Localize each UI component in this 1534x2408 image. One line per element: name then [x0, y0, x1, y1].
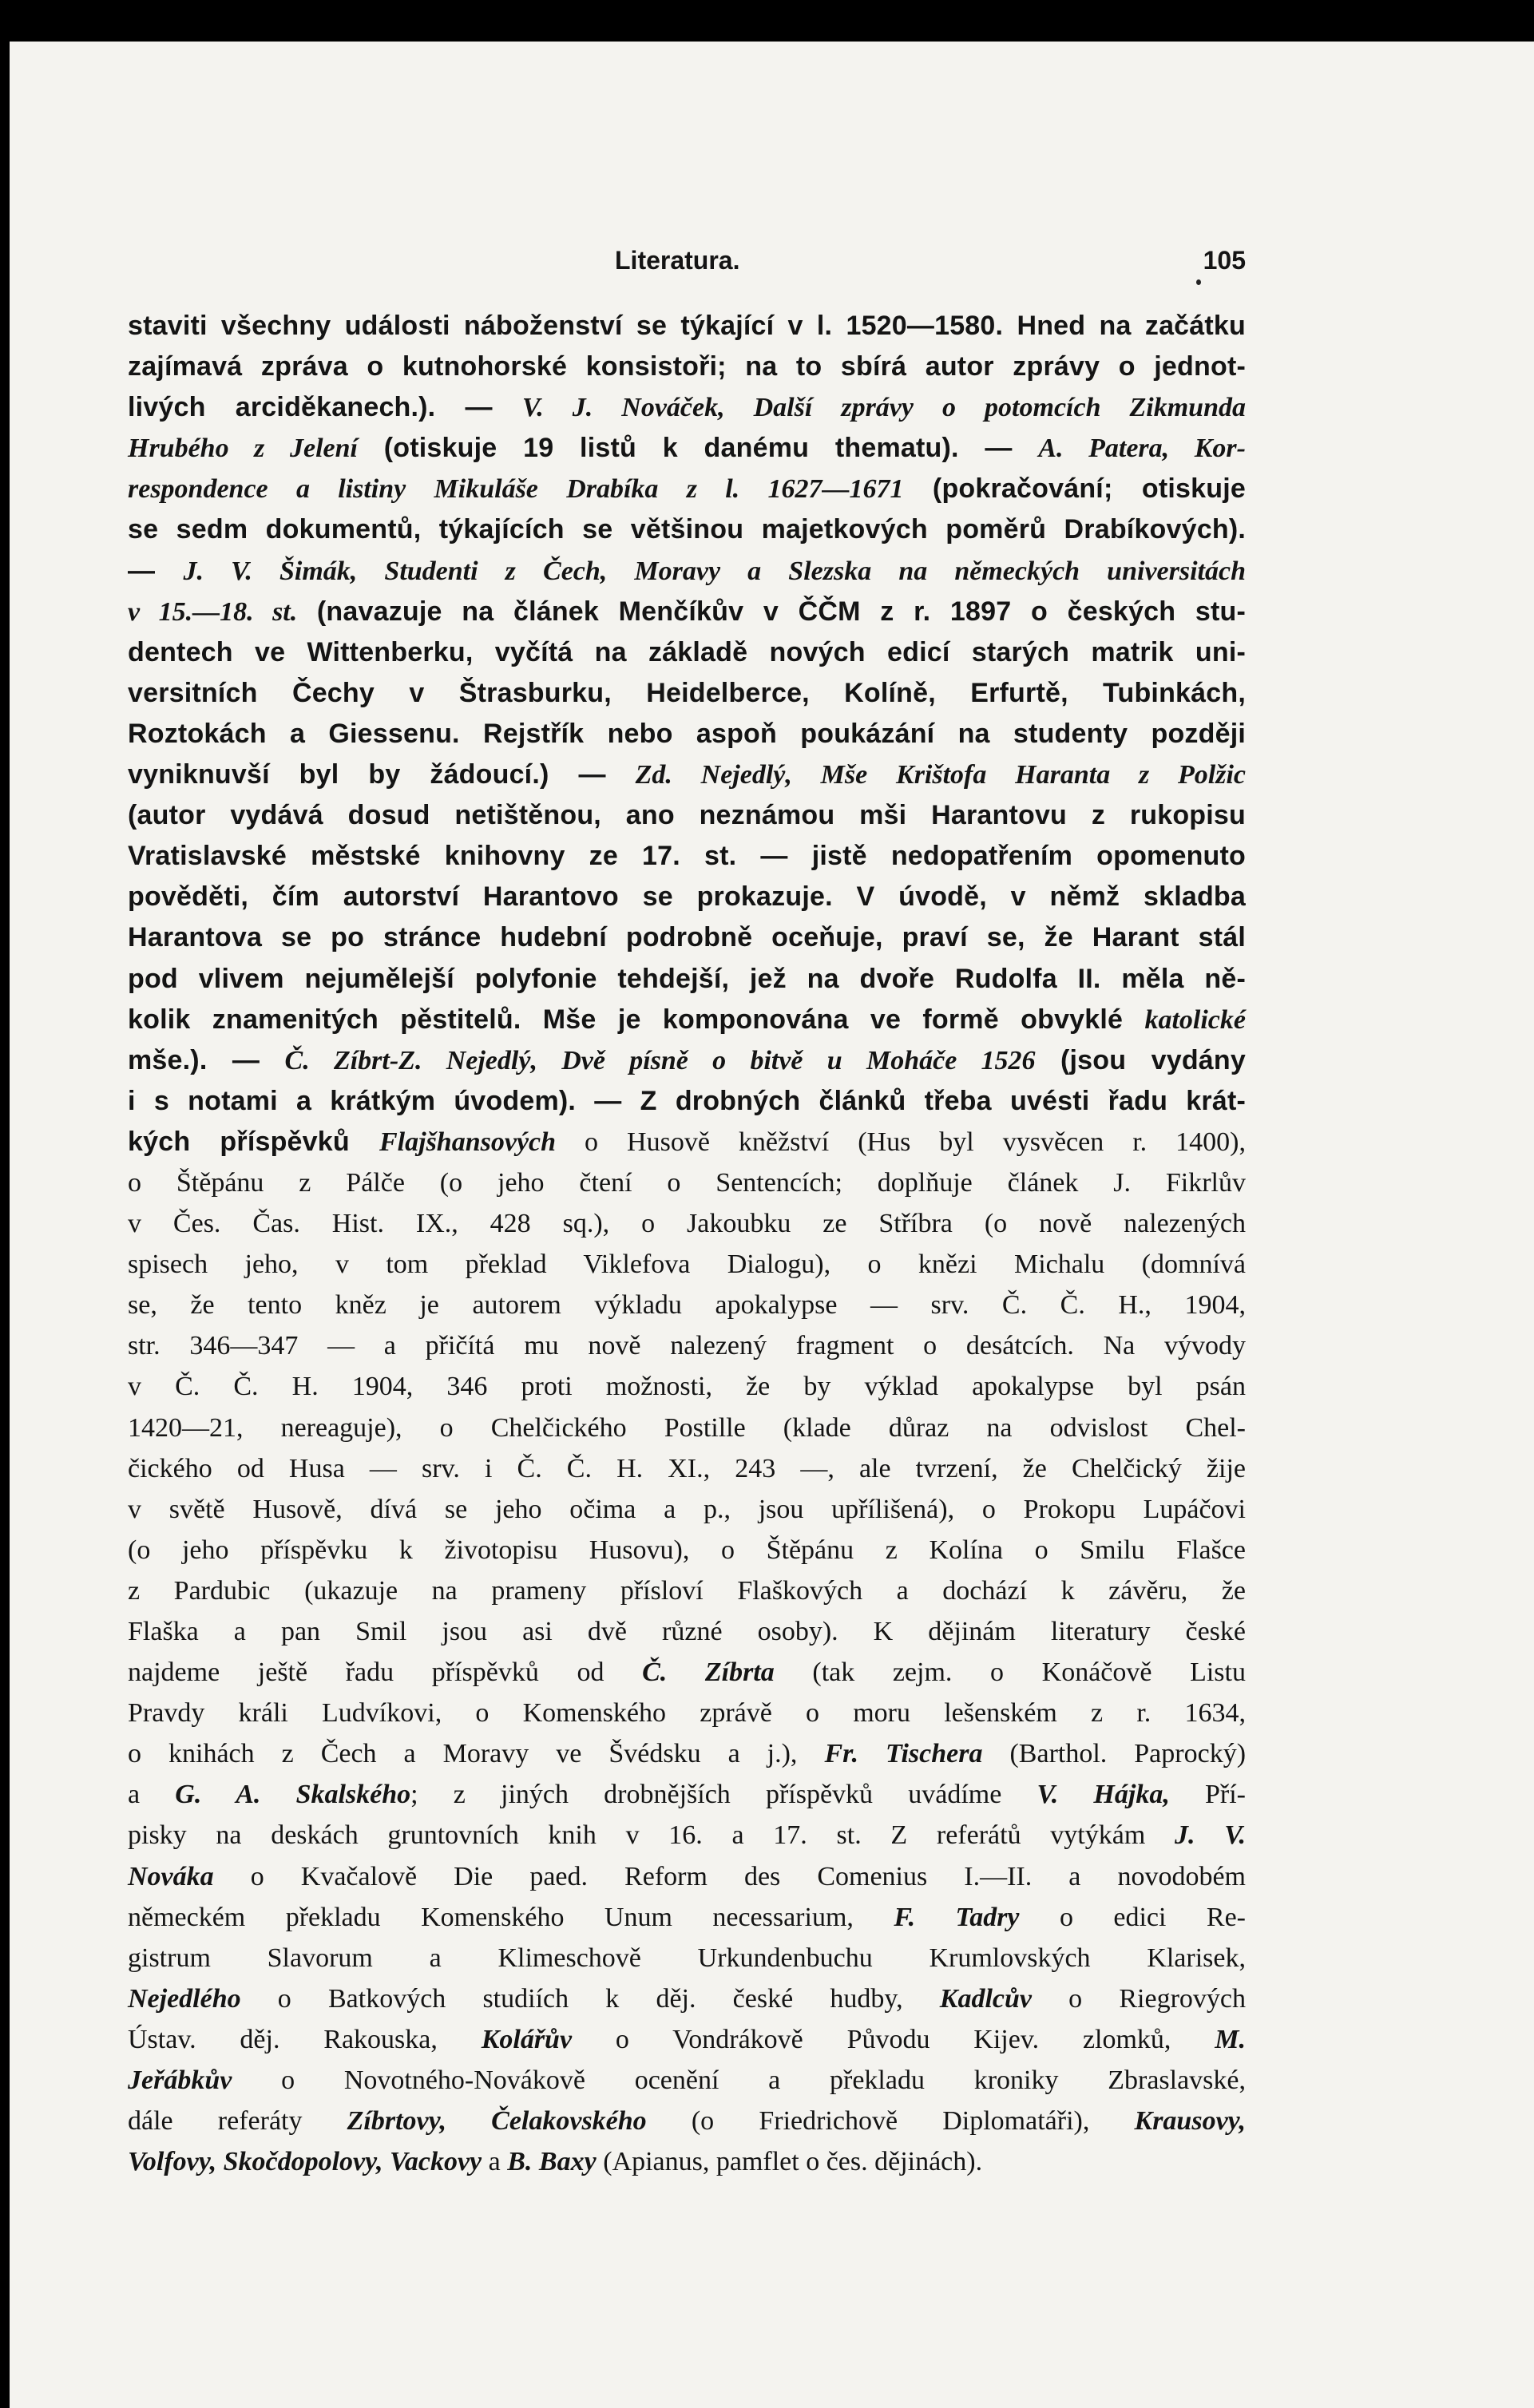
text-line [128, 795, 1246, 836]
text-line [128, 1978, 1246, 2019]
text-line [128, 1611, 1246, 1652]
text-line [128, 877, 1246, 917]
text-line [128, 836, 1246, 877]
text-segment: v Čes. Čas. Hist. IX., 428 sq.), o Jakoubku ze Stříbra (o nově nalezených [128, 1209, 1246, 1239]
text-segment: spisech jeho, v tom překlad Viklefova Dialogu), o knězi Michalu (domnívá [128, 1250, 1246, 1280]
text-segment: a [482, 2147, 508, 2177]
text-segment: o Novotného-Novákově ocenění a překladu kroniky Zbraslavské, [232, 2065, 1246, 2096]
text-segment: se, že tento kněz je autorem výkladu apokalypse — srv. Č. Č. H., 1904, [128, 1290, 1246, 1321]
text-segment: o Kvačalově Die paed. Reform des Comenius I.—II. a novodobém [213, 1861, 1246, 1891]
italic-segment: G. A. Skalského [175, 1780, 411, 1810]
text-line [128, 469, 1246, 509]
italic-segment: respondence a listiny Mikuláše Drabíka z l. 1627—1671 [128, 474, 904, 505]
text-segment: (navazuje na článek Menčíkův v ČČM z r. 1897 o českých stu- [297, 596, 1246, 627]
running-title: Literatura. [615, 246, 740, 275]
text-segment: o Štěpánu z Pálče (o jeho čtení o Sentencích; doplňuje článek J. Fikrlův [128, 1167, 1246, 1198]
text-line [128, 1897, 1246, 1938]
text-segment: Harantova se po stránce hudební podrobně oceňuje, praví se, že Harant stál [128, 922, 1246, 953]
text-segment: čického od Husa — srv. i Č. Č. H. XI., 243 —, ale tvrzení, že Chelčický žije [128, 1453, 1246, 1483]
text-segment: (tak zejm. o Konáčově Listu [774, 1657, 1246, 1688]
text-segment: dentech ve Wittenberku, vyčítá na základě nových edicí starých matrik uni- [128, 636, 1246, 667]
italic-segment: V. J. Nováček, Další zprávy o potomcích Zikmunda [521, 393, 1246, 423]
text-segment: o edici Re- [1019, 1902, 1246, 1932]
italic-segment: J. V. [1175, 1820, 1247, 1851]
italic-segment: J. V. Šimák, Studenti z Čech, Moravy a Slezska na německých universitách [183, 556, 1246, 586]
text-line [128, 1081, 1246, 1122]
text-segment: (Barthol. Paprocký) [982, 1739, 1247, 1769]
text-segment: i s notami a krátkým úvodem). — Z drobných článků třeba uvésti řadu krát- [128, 1085, 1246, 1116]
text-line [128, 1285, 1246, 1325]
italic-segment: katolické [1144, 1004, 1246, 1035]
text-segment: pod vlivem nejumělejší polyfonie tehdejší, jež na dvoře Rudolfa II. měla ně- [128, 963, 1246, 994]
text-line [128, 917, 1246, 958]
text-line [128, 1856, 1246, 1897]
text-segment: o Riegrových [1032, 1983, 1246, 2014]
italic-segment: Hrubého z Jelení [128, 434, 358, 464]
ink-speck [1196, 279, 1201, 285]
text-segment: Pravdy králi Ludvíkovi, o Komenského zprávě o moru lešenském z r. 1634, [128, 1698, 1246, 1729]
text-segment: livých arciděkanech.). — [128, 392, 522, 423]
text-line [128, 959, 1246, 1000]
text-segment: o Husově kněžství (Hus byl vysvěcen r. 1400), [556, 1127, 1246, 1157]
text-line [128, 1000, 1246, 1040]
text-line [128, 1652, 1246, 1693]
text-line [128, 673, 1246, 714]
text-line [128, 1570, 1246, 1611]
text-line [128, 1040, 1246, 1081]
text-segment: (otiskuje 19 listů k danému thematu). — [358, 433, 1039, 464]
text-line [128, 592, 1246, 632]
text-line [128, 1122, 1246, 1162]
italic-segment: Kolářův [481, 2024, 573, 2054]
text-segment: kolik znamenitých pěstitelů. Mše je komponována ve formě obvyklé [128, 1004, 1145, 1035]
text-line [128, 509, 1246, 550]
italic-segment: V. Hájka, [1037, 1780, 1170, 1810]
running-header [615, 246, 1246, 286]
text-line [128, 1938, 1246, 1978]
text-segment: (o Friedrichově Diplomatáři), [646, 2106, 1135, 2137]
text-line [128, 2019, 1246, 2060]
italic-segment: v 15.—18. st. [128, 596, 298, 627]
text-line [128, 2141, 1246, 2182]
text-segment: (jsou vydány [1035, 1044, 1246, 1075]
text-line [128, 387, 1246, 428]
italic-segment: Č. Zíbrta [642, 1657, 775, 1688]
text-line [128, 1489, 1246, 1530]
italic-segment: F. Tadry [894, 1902, 1020, 1932]
italic-segment: Volfovy, Skočdopolovy, Vackovy [128, 2147, 482, 2177]
italic-segment: Fr. Tischera [824, 1739, 983, 1769]
text-segment: a [128, 1780, 176, 1810]
text-segment: versitních Čechy v Štrasburku, Heidelberce, Kolíně, Erfurtě, Tubinkách, [128, 677, 1246, 708]
text-segment: 1420—21, nereaguje), o Chelčického Postille (klade důraz na odvislost Chel- [128, 1412, 1246, 1443]
italic-segment: M. [1215, 2024, 1246, 2054]
text-segment: Flaška a pan Smil jsou asi dvě různé osoby). K dějinám literatury české [128, 1617, 1246, 1646]
italic-segment: B. Baxy [507, 2147, 597, 2177]
text-segment: dále referáty [128, 2106, 347, 2137]
text-segment: o Vondrákově Původu Kijev. zlomků, [572, 2024, 1215, 2054]
text-line [128, 2101, 1246, 2141]
text-segment: Roztokách a Giessenu. Rejstřík nebo aspoň poukázání na studenty později [128, 718, 1246, 749]
text-line [128, 1733, 1246, 1774]
text-line [128, 2060, 1246, 2101]
text-line [128, 1203, 1246, 1244]
text-segment: vyniknuvší byl by žádoucí.) — [128, 759, 636, 790]
text-segment: pisky na deskách gruntovních knih v 16. a 17. st. Z referátů vytýkám [128, 1820, 1175, 1851]
text-segment: gistrum Slavorum a Klimeschově Urkundenbuchu Krumlovských Klarisek, [128, 1943, 1246, 1973]
italic-segment: Zd. Nejedlý, Mše Krištofa Haranta z Polžic [635, 760, 1246, 790]
body-text [128, 306, 1246, 2182]
italic-segment: A. Patera, Kor- [1038, 434, 1246, 464]
italic-segment: Kadlcův [939, 1983, 1033, 2014]
text-segment: v Č. Č. H. 1904, 346 proti možnosti, že by výklad apokalypse byl psán [128, 1372, 1246, 1402]
text-segment: z Pardubic (ukazuje na prameny přísloví Flaškových a dochází k závěru, že [128, 1575, 1246, 1606]
text-line [128, 551, 1246, 592]
text-segment: se sedm dokumentů, týkajících se většinou majetkových poměrů Drabíkových). [128, 514, 1246, 545]
text-segment: (o jeho příspěvku k životopisu Husovu), o Štěpánu z Kolína o Smilu Flašce [128, 1535, 1246, 1565]
text-line [128, 1774, 1246, 1815]
text-segment: staviti všechny události náboženství se týkající v l. 1520—1580. Hned na začátku [128, 311, 1246, 341]
text-segment: Vratislavské městské knihovny ze 17. st. — jistě nedopatřením opomenuto [128, 841, 1246, 872]
text-segment: Ústav. děj. Rakouska, [128, 2024, 482, 2054]
text-line [128, 1693, 1246, 1733]
italic-segment: Krausovy, [1134, 2106, 1246, 2137]
text-segment: německém překladu Komenského Unum necessarium, [128, 1902, 894, 1932]
italic-segment: Jeřábkův [128, 2065, 232, 2096]
text-segment: — [128, 555, 184, 586]
text-line [128, 1366, 1246, 1407]
text-segment: v světě Husově, dívá se jeho očima a p., jsou upřílišená), o Prokopu Lupáčovi [128, 1494, 1246, 1524]
text-segment: o knihách z Čech a Moravy ve Švédsku a j.), [128, 1739, 825, 1769]
text-line [128, 1162, 1246, 1203]
text-segment: kých příspěvků [128, 1126, 379, 1157]
italic-segment: Nejedlého [128, 1983, 241, 2014]
text-segment: mše.). — [128, 1044, 285, 1075]
text-segment: o Batkových studiích k děj. české hudby, [240, 1983, 940, 2014]
text-line [128, 428, 1246, 469]
italic-segment: Č. Zíbrt-Z. Nejedlý, Dvě písně o bitvě u Moháče 1526 [284, 1045, 1036, 1075]
text-segment: ; z jiných drobnějších příspěvků uvádíme [410, 1780, 1037, 1810]
text-line [128, 1530, 1246, 1570]
text-segment: (pokračování; otiskuje [903, 473, 1246, 505]
text-line [128, 347, 1246, 387]
text-segment: (autor vydává dosud netištěnou, ano neznámou mši Harantovu z rukopisu [128, 800, 1246, 831]
text-line [128, 306, 1246, 347]
page-number: 105 [1203, 246, 1246, 275]
italic-segment: Flajšhansových [379, 1127, 557, 1157]
text-segment: str. 346—347 — a přičítá mu nově nalezený fragment o desátcích. Na vývody [128, 1331, 1246, 1361]
italic-segment: Nováka [128, 1861, 214, 1891]
text-line [128, 1325, 1246, 1366]
text-line [128, 714, 1246, 754]
text-line [128, 1815, 1246, 1856]
text-line [128, 1408, 1246, 1448]
italic-segment: Zíbrtovy, Čelakovského [347, 2106, 647, 2137]
text-segment: pověděti, čím autorství Harantovo se prokazuje. V úvodě, v němž skladba [128, 881, 1246, 913]
text-segment: zajímavá zpráva o kutnohorské konsistoři; na to sbírá autor zprávy o jednot- [128, 351, 1246, 382]
text-line [128, 1448, 1246, 1489]
text-line [128, 754, 1246, 795]
text-line [128, 1244, 1246, 1285]
text-segment: (Apianus, pamflet o čes. dějinách). [596, 2147, 983, 2177]
text-segment: najdeme ještě řadu příspěvků od [128, 1657, 643, 1688]
text-line [128, 632, 1246, 673]
text-segment: Pří- [1169, 1780, 1246, 1810]
